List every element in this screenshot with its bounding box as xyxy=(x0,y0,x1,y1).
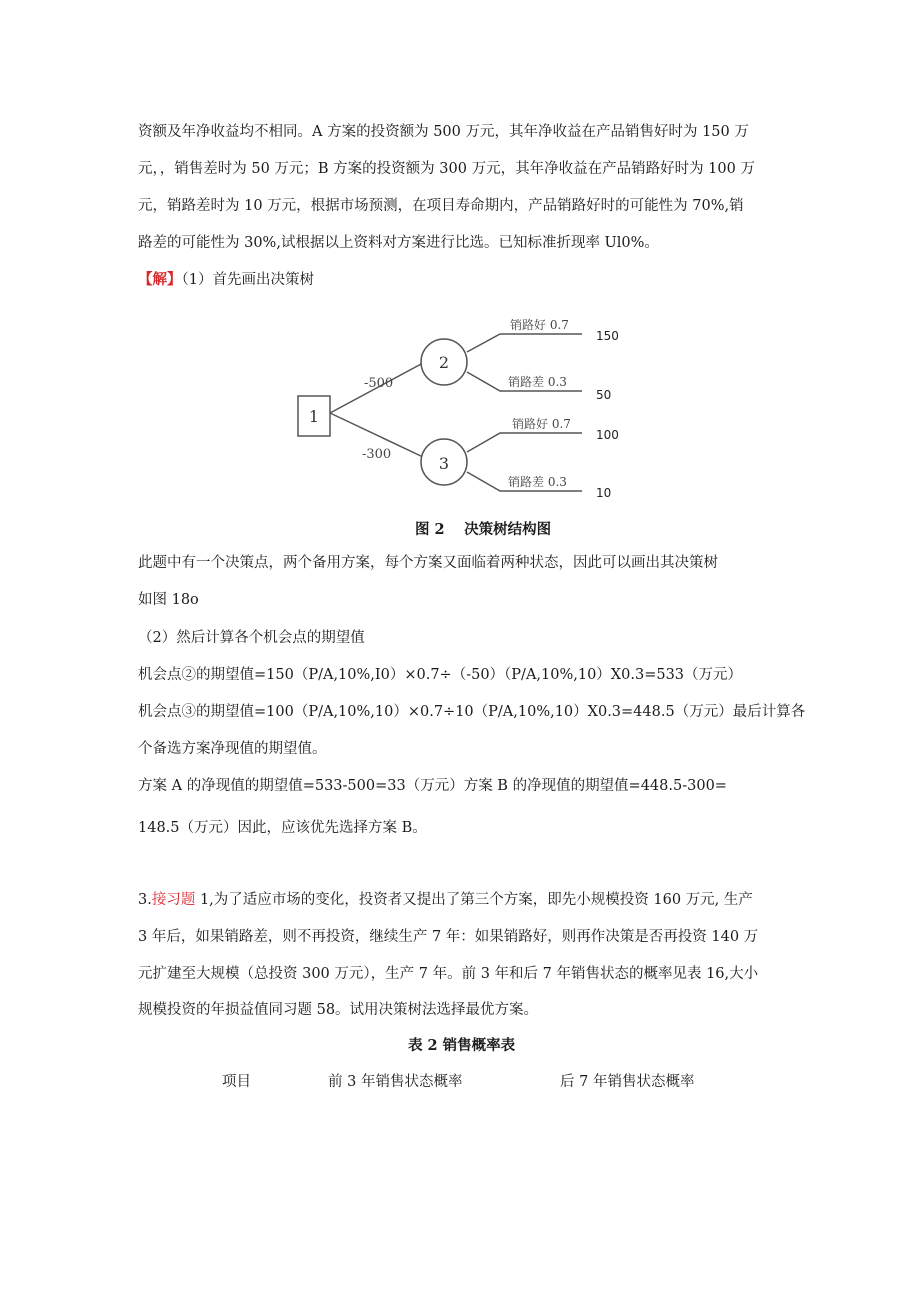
table-header-first3: 前 3 年销售状态概率 xyxy=(328,1074,463,1090)
decision-node-label: 1 xyxy=(308,407,320,426)
body-line-1: 此题中有一个决策点，两个备用方案，每个方案又面临着两种状态，因此可以画出其决策树 xyxy=(138,555,718,571)
body-line-7: 方案 A 的净现值的期望值=533-500=33（万元）方案 B 的净现值的期望值=448.5-300= xyxy=(138,778,727,794)
problem3-line-3: 元扩建至大规模（总投资 300 万元），生产 7 年。前 3 年和后 7 年销售状态的概率见表 16,大小 xyxy=(138,966,759,982)
problem3-line1-rest: 1,为了适应市场的变化，投资者又提出了第三个方案，即先小规模投资 160 万元, 生产 xyxy=(195,892,753,908)
solution-tag: 【解】 xyxy=(138,271,182,288)
intro-line-2: 元，，销售差时为 50 万元；B 方案的投资额为 300 万元，其年净收益在产品销路好时为 100 万 xyxy=(138,161,755,177)
payoff-b-bad: 10 xyxy=(596,486,612,500)
body-line-3: （2）然后计算各个机会点的期望值 xyxy=(138,630,365,646)
table-header-last7: 后 7 年销售状态概率 xyxy=(560,1074,695,1090)
payoff-b-good: 100 xyxy=(596,428,619,442)
problem3-link[interactable]: 接习题 xyxy=(151,892,196,908)
intro-line-1: 资额及年净收益均不相同。A 方案的投资额为 500 万元，其年净收益在产品销售好时为 150 万 xyxy=(138,124,749,140)
problem3-line-1 xyxy=(138,890,753,910)
body-line-2: 如图 18o xyxy=(138,592,199,608)
outcome-a-bad-label: 销路差 0.3 xyxy=(508,375,567,389)
outcome-a-good-label: 销路好 0.7 xyxy=(510,318,569,332)
solution-heading xyxy=(138,270,314,290)
outcome-line-b-good xyxy=(467,433,582,452)
chance-node-3-label: 3 xyxy=(438,454,450,473)
figure-caption: 图 2 决策树结构图 xyxy=(415,521,552,538)
decision-tree-figure xyxy=(290,312,640,512)
outcome-line-a-good xyxy=(467,334,582,352)
problem3-number: 3. xyxy=(138,892,152,908)
body-line-4: 机会点②的期望值=150（P/A,10%,I0）×0.7÷（-50）（P/A,10%,10）X0.3=533（万元） xyxy=(138,667,743,683)
payoff-a-bad: 50 xyxy=(596,388,612,402)
body-line-5: 机会点③的期望值=100（P/A,10%,10）×0.7÷10（P/A,10%,10）X0.3=448.5（万元）最后计算各 xyxy=(138,704,806,720)
body-line-6: 个备选方案净现值的期望值。 xyxy=(138,741,327,757)
body-line-8: 148.5（万元）因此，应该优先选择方案 B。 xyxy=(138,820,427,836)
table-header-item: 项目 xyxy=(222,1074,251,1090)
intro-line-4: 路差的可能性为 30%,试根据以上资料对方案进行比选。已知标准折现率 Ul0%。 xyxy=(138,235,659,251)
payoff-a-good: 150 xyxy=(596,329,619,343)
intro-line-3: 元，销路差时为 10 万元，根据市场预测，在项目寿命期内，产品销路好时的可能性为 70%,销 xyxy=(138,198,744,214)
table-caption: 表 2 销售概率表 xyxy=(408,1037,516,1054)
outcome-b-good-label: 销路好 0.7 xyxy=(512,417,571,431)
branch-b-label: -300 xyxy=(362,447,392,462)
problem3-line-2: 3 年后，如果销路差，则不再投资，继续生产 7 年：如果销路好，则再作决策是否再投资 140 万 xyxy=(138,929,759,945)
outcome-b-bad-label: 销路差 0.3 xyxy=(508,475,567,489)
branch-a-label: -500 xyxy=(364,376,394,391)
chance-node-2-label: 2 xyxy=(438,353,450,372)
problem3-line-4: 规模投资的年损益值同习题 58。试用决策树法选择最优方案。 xyxy=(138,1002,539,1018)
solution-step1: （1）首先画出决策树 xyxy=(181,272,314,288)
